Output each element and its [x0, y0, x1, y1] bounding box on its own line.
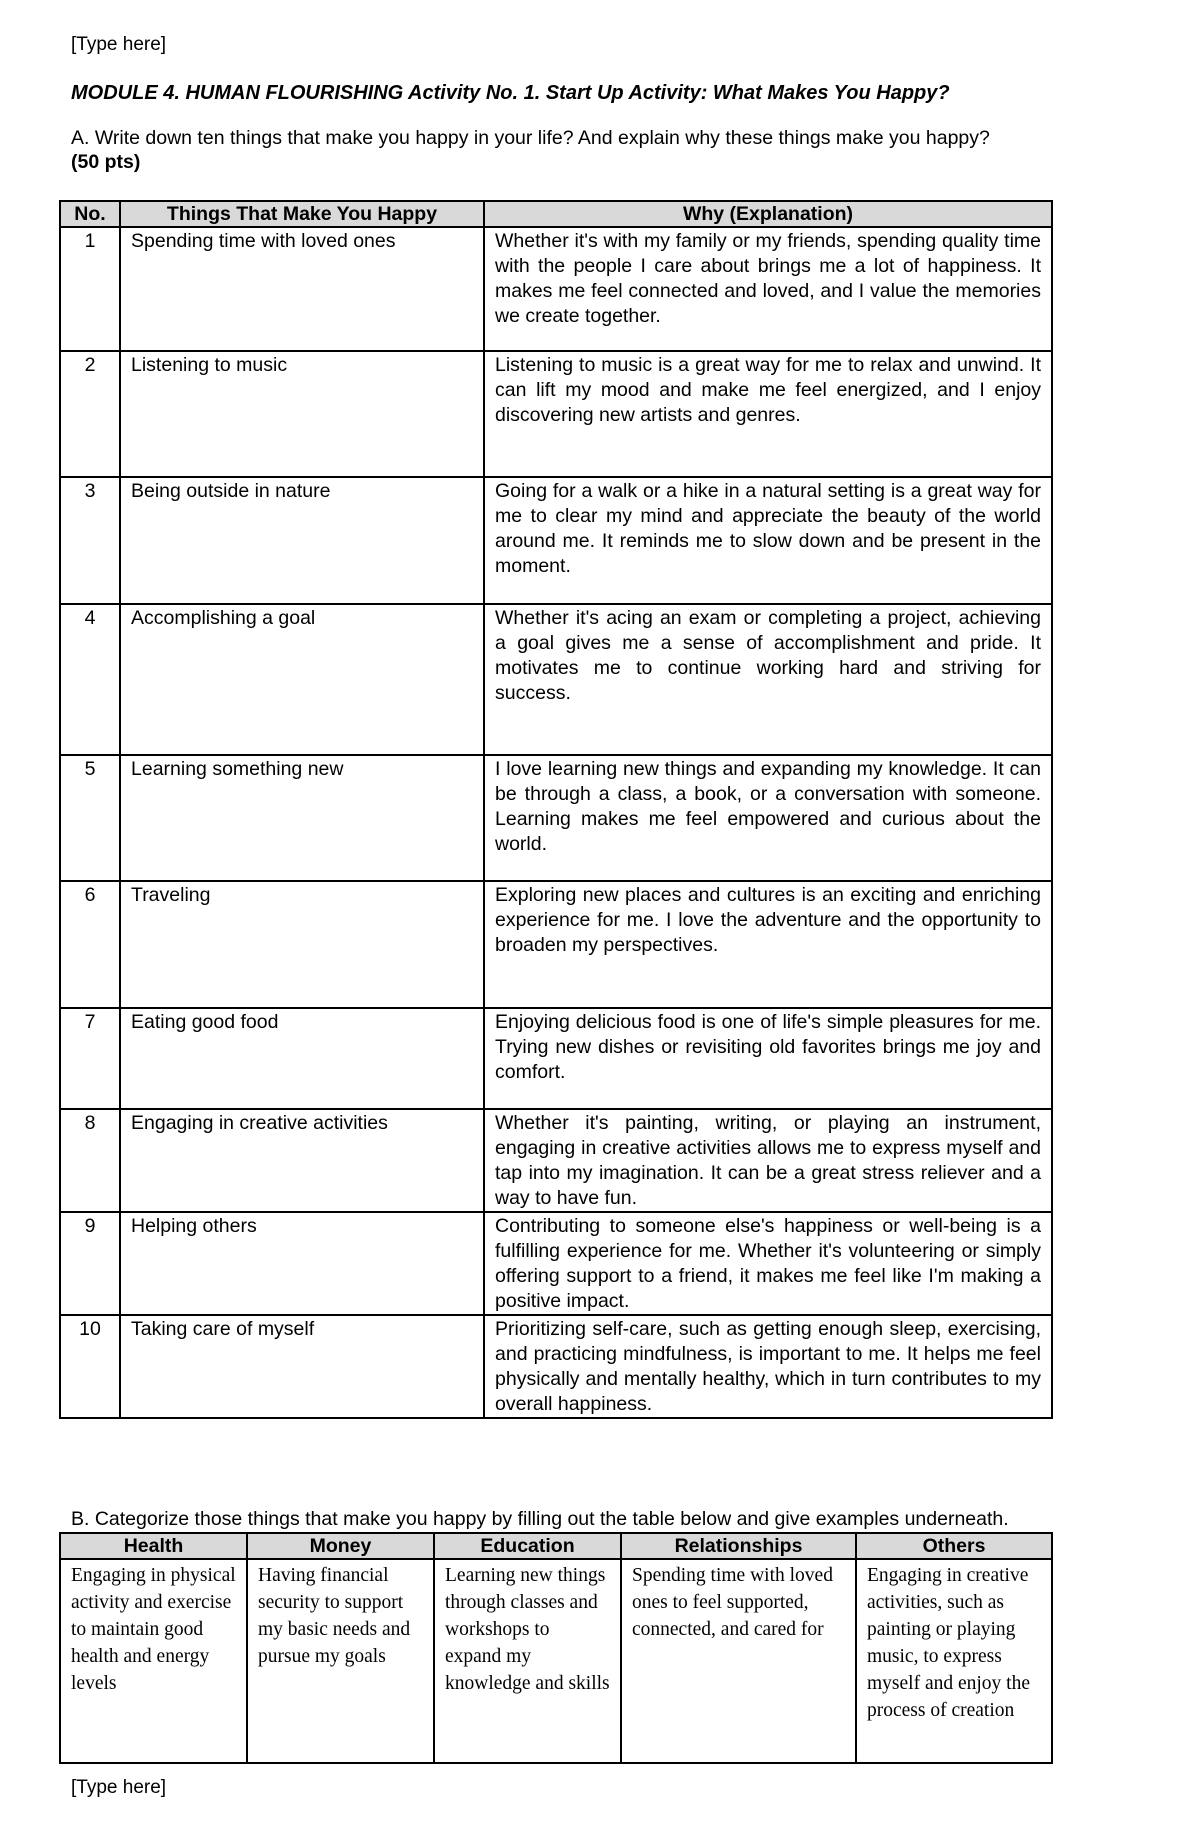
row-number: 8 — [60, 1109, 120, 1212]
row-thing: Taking care of myself — [120, 1315, 484, 1418]
category-table — [59, 1532, 1053, 1764]
table-row — [60, 1109, 1052, 1212]
row-number: 2 — [60, 351, 120, 477]
table-header-row — [60, 1533, 1052, 1559]
table-row — [60, 1315, 1052, 1418]
column-header-health: Health — [60, 1533, 247, 1559]
row-number: 9 — [60, 1212, 120, 1315]
happiness-table — [59, 200, 1053, 1419]
row-number: 5 — [60, 755, 120, 881]
row-explanation: Whether it's acing an exam or completing a project, achieving a goal gives me a sense of accomplishment and pride. It motivates me to continue working hard and striving for success. — [484, 604, 1052, 755]
row-explanation: Prioritizing self-care, such as getting enough sleep, exercising, and practicing mindfulness, is important to me. It helps me feel physically and mentally healthy, which in turn contributes to my overall happiness. — [484, 1315, 1052, 1418]
health-cell: Engaging in physical activity and exercise to maintain good health and energy levels — [60, 1559, 247, 1763]
row-explanation: Contributing to someone else's happiness or well-being is a fulfilling experience for me. Whether it's volunteering or simply offering support to a friend, it makes me feel like I'm making a positive impact. — [484, 1212, 1052, 1315]
row-thing: Spending time with loved ones — [120, 227, 484, 351]
row-number: 7 — [60, 1008, 120, 1109]
row-thing: Helping others — [120, 1212, 484, 1315]
row-explanation: Listening to music is a great way for me to relax and unwind. It can lift my mood and make me feel energized, and I enjoy discovering new artists and genres. — [484, 351, 1052, 477]
table-row — [60, 1559, 1052, 1763]
column-header-why: Why (Explanation) — [484, 201, 1052, 227]
table-header-row — [60, 201, 1052, 227]
row-explanation: I love learning new things and expanding my knowledge. It can be through a class, a book, or a conversation with someone. Learning makes me feel empowered and curious about the world. — [484, 755, 1052, 881]
table-row — [60, 881, 1052, 1008]
instruction-a — [71, 126, 1131, 174]
column-header-money: Money — [247, 1533, 434, 1559]
row-number: 1 — [60, 227, 120, 351]
row-thing: Eating good food — [120, 1008, 484, 1109]
column-header-others: Others — [856, 1533, 1052, 1559]
row-thing: Learning something new — [120, 755, 484, 881]
table-row — [60, 1212, 1052, 1315]
row-explanation: Exploring new places and cultures is an exciting and enriching experience for me. I love the adventure and the opportunity to broaden my perspectives. — [484, 881, 1052, 1008]
row-number: 10 — [60, 1315, 120, 1418]
row-explanation: Whether it's painting, writing, or playing an instrument, engaging in creative activities allows me to express myself and tap into my imagination. It can be a great stress reliever and a way to have fun. — [484, 1109, 1052, 1212]
column-header-education: Education — [434, 1533, 621, 1559]
row-thing: Engaging in creative activities — [120, 1109, 484, 1212]
instruction-a-points: (50 pts) — [71, 151, 141, 173]
row-explanation: Going for a walk or a hike in a natural setting is a great way for me to clear my mind and appreciate the beauty of the world around me. It reminds me to slow down and be present in the moment. — [484, 477, 1052, 604]
others-cell: Engaging in creative activities, such as painting or playing music, to express myself and enjoy the process of creation — [856, 1559, 1052, 1763]
row-thing: Accomplishing a goal — [120, 604, 484, 755]
row-explanation: Enjoying delicious food is one of life's simple pleasures for me. Trying new dishes or revisiting old favorites brings me joy and comfort. — [484, 1008, 1052, 1109]
module-title: MODULE 4. HUMAN FLOURISHING Activity No. 1. Start Up Activity: What Makes You Happy? — [71, 82, 950, 104]
table-row — [60, 351, 1052, 477]
table-row — [60, 477, 1052, 604]
row-number: 3 — [60, 477, 120, 604]
row-number: 4 — [60, 604, 120, 755]
row-number: 6 — [60, 881, 120, 1008]
instruction-b: B. Categorize those things that make you happy by filling out the table below and give examples underneath. — [71, 1508, 1009, 1530]
row-thing: Traveling — [120, 881, 484, 1008]
table-row — [60, 604, 1052, 755]
instruction-a-text: A. Write down ten things that make you happy in your life? And explain why these things make you happy? — [71, 127, 990, 149]
column-header-thing: Things That Make You Happy — [120, 201, 484, 227]
column-header-relationships: Relationships — [621, 1533, 856, 1559]
row-explanation: Whether it's with my family or my friends, spending quality time with the people I care about brings me a lot of happiness. It makes me feel connected and loved, and I value the memories we create together. — [484, 227, 1052, 351]
relationships-cell: Spending time with loved ones to feel supported, connected, and cared for — [621, 1559, 856, 1763]
table-row — [60, 227, 1052, 351]
table-row — [60, 755, 1052, 881]
row-thing: Listening to music — [120, 351, 484, 477]
row-thing: Being outside in nature — [120, 477, 484, 604]
page-footer: [Type here] — [71, 1777, 167, 1798]
column-header-no: No. — [60, 201, 120, 227]
education-cell: Learning new things through classes and workshops to expand my knowledge and skills — [434, 1559, 621, 1763]
money-cell: Having financial security to support my basic needs and pursue my goals — [247, 1559, 434, 1763]
page-header: [Type here] — [71, 34, 167, 55]
table-row — [60, 1008, 1052, 1109]
